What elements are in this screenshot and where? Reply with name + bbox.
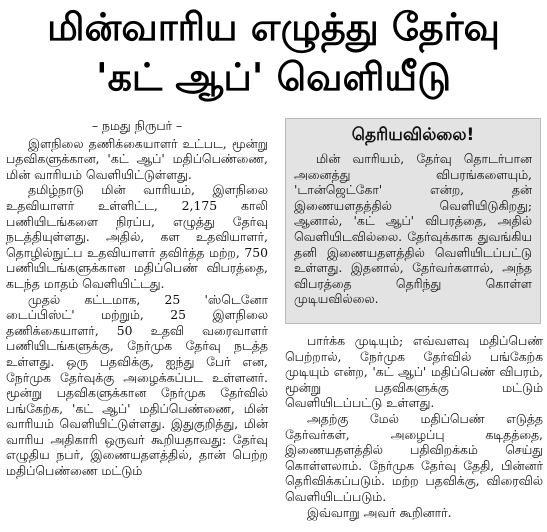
paragraph: அதற்கு மேல் மதிப்பெண் எடுத்த தேர்வர்கள், அழைப்பு கடிதத்தை, இணையதளத்தில் பதிவிறக்கம் செய்து கொள்ளலாம். நேர்முக தேர்வு தேதி, பின்னர் தெரிவிக்கப்படும். மற்ற பதவிக்கு, விரைவில் வெளியிடப்படும். xyxy=(285,410,543,504)
paragraph: மின் வாரியம், தேர்வு தொடர்பான அனைத்து விபரங்களையும், 'டான்ஜெட்கோ' என்ற, தன் இணையளதத்தில் வெளியிடுகிறது; ஆனால், 'கட் ஆப்' விபரத்தை, அதில் வெளியிடவில்லை. தேர்வுக்காக துவங்கிய தனி இணையதளத்தில் வெளியிடப்பட்டு உள்ளது. இதனால், தேர்வர்களால், அந்த விபரத்தை தெரிந்து கொள்ள முடியவில்லை. xyxy=(294,151,532,307)
headline-line-2: 'கட் ஆப்' வெளியீடு xyxy=(95,55,452,99)
sidebar-box xyxy=(285,118,541,324)
paragraph: பார்க்க முடியும்; எவ்வளவு மதிப்பெண் பெற்றால், நேர்முக தேர்வில் பங்கேற்க முடியும் என்ற, 'கட் ஆப்' மதிப்பெண் விபரம், மூன்று பதவிகளுக்கு மட்டும் வெளியிடப்பட்டு உள்ளது. xyxy=(285,333,543,411)
paragraph: இவ்வாறு அவர் கூறினார். xyxy=(307,504,452,520)
sidebar-box-body xyxy=(286,151,540,307)
headline xyxy=(0,2,547,102)
right-column xyxy=(285,333,543,520)
sidebar-box-title: தெரியவில்லை! xyxy=(351,125,475,145)
paragraph: முதல் கட்டமாக, 25 'ஸ்டெனோ டைப்பிஸ்ட்' மற்றும், 25 இளநிலை தணிக்கையாளர், 50 உதவி வரைவாளர் பணியிடங்களுக்கு, நேர்முக தேர்வு நடத்த உள்ளது. ஒரு பதவிக்கு, ஐந்து பேர் என, நேர்முக தேர்வுக்கு அழைக்கப்பட உள்ளனர். மூன்று பதவிகளுக்கான நேர்முக தேர்வில் பங்கேற்க, 'கட் ஆப்' மதிப்பெண்ணை, மின் வாரியம் வெளியிட்டுள்ளது. இதுகுறித்து, மின் வாரிய அதிகாரி ஒருவர் கூறியதாவது: தேர்வு எழுதிய நபர், இணையதளத்தில், தான் பெற்ற மதிப்பெண்ணை மட்டும் xyxy=(6,291,268,479)
paragraph: தமிழ்நாடு மின் வாரியம், இளநிலை உதவியாளர் உள்ளிட்ட, 2,175 காலி பணியிடங்களை நிரப்ப, எழுத்து தேர்வு நடத்தியுள்ளது. அதில், கள உதவியாளர், தொழில்நுட்ப உதவியாளர் தவிர்த்த மற்ற, 750 பணியிடங்களுக்கான மதிப்பெண் விபரத்தை, கடந்த மாதம் வெளியிட்டது. xyxy=(6,182,268,291)
headline-line-1: மின்வாரிய எழுத்து தேர்வு xyxy=(47,5,500,49)
paragraph: இளநிலை தணிக்கையாளர் உட்பட, மூன்று பதவிகளுக்கான, 'கட் ஆப்' மதிப்பெண்ணை, மின் வாரியம் வெளியிட்டுள்ளது. xyxy=(6,135,268,182)
byline: – நமது நிருபர் – xyxy=(91,118,183,133)
left-column xyxy=(6,118,268,479)
